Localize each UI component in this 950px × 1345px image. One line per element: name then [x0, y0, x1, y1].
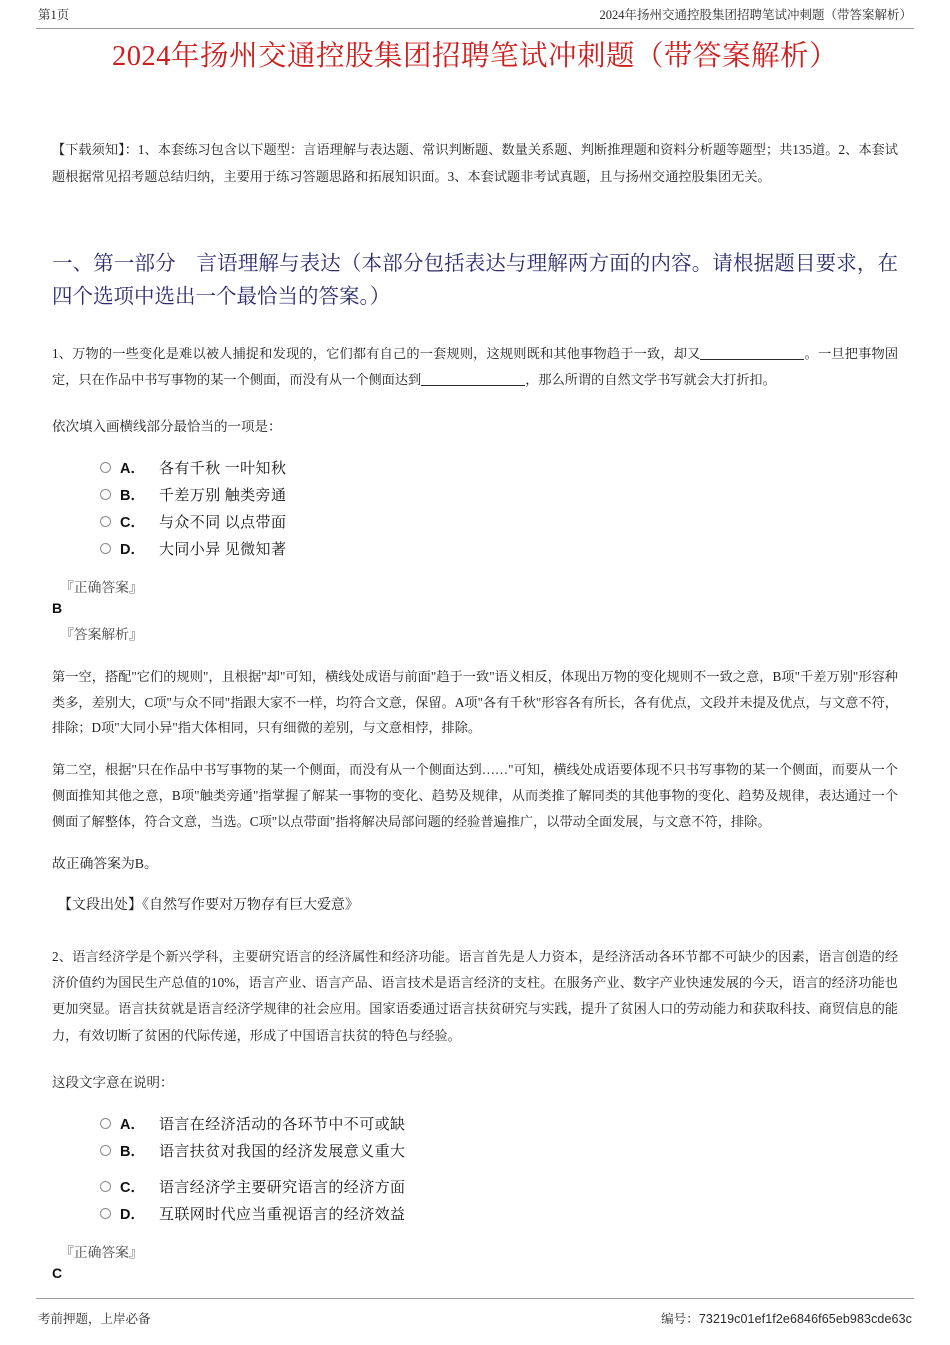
footer-id-value: 73219c01ef1f2e6846f65eb983cde63c	[698, 1312, 912, 1326]
radio-button-icon[interactable]	[100, 516, 111, 527]
radio-button-icon[interactable]	[100, 1181, 111, 1192]
question-1-option-a[interactable]	[100, 454, 898, 481]
option-label: 语言在经济活动的各环节中不可或缺	[159, 1116, 406, 1133]
radio-button-icon[interactable]	[100, 1118, 111, 1129]
question-1-option-b[interactable]	[100, 481, 898, 508]
question-1-conclusion: 故正确答案为B。	[52, 856, 158, 872]
footer-id-label: 编号：	[661, 1312, 699, 1326]
question-1-options	[52, 454, 898, 562]
option-label: 各有千秋 一叶知秋	[159, 460, 287, 477]
option-label: 互联网时代应当重视语言的经济效益	[159, 1206, 406, 1223]
option-letter: A．	[120, 1116, 145, 1133]
question-1-blank-1	[700, 359, 804, 360]
footer-slogan: 考前押题，上岸必备	[38, 1312, 151, 1326]
header-divider	[36, 28, 914, 29]
question-1-analysis-paragraph-1: 第一空，搭配"它们的规则"，且根据"却"可知，横线处成语与前面"趋于一致"语义相反，体现出万物的变化规则不一致之意，B项"千差万别"形容种类多，差别大，C项"与众不同"指跟大家不一样，均符合文意，保留。A项"各有千秋"形容各有所长，各有优点，文段并未提及优点，与文意不符，排除；D项"大同小异"指大体相同，只有细微的差别，与文意相悖，排除。	[52, 669, 898, 736]
question-1-number: 1、	[52, 345, 73, 361]
question-2-option-a[interactable]	[100, 1110, 898, 1137]
question-1-stem	[52, 341, 898, 394]
question-2-options	[52, 1110, 898, 1227]
download-notice: 【下载须知】：1、本套练习包含以下题型：言语理解与表达题、常识判断题、数量关系题、判断推理题和资料分析题等题型；共135道。2、本套试题根据常见招考题总结归纳，主要用于练习答题思路和拓展知识面。3、本套试题非考试真题，且与扬州交通控股集团无关。	[52, 142, 898, 185]
question-2-option-c[interactable]	[100, 1173, 898, 1200]
footer-divider	[36, 1298, 914, 1299]
option-letter: D．	[120, 541, 145, 558]
radio-button-icon[interactable]	[100, 489, 111, 500]
question-1-stem-text-b: 。一旦把事物固定，只在作品中书写事物的某一个侧面，而没有从一个侧面达到	[52, 345, 899, 387]
section-heading-part-one: 一、第一部分 言语理解与表达（本部分包括表达与理解两方面的内容。请根据题目要求，在四个选项中选出一个最恰当的答案。）	[52, 253, 898, 309]
question-1-stem-text-c: ，那么所谓的自然文学书写就会大打折扣。	[525, 371, 776, 387]
option-letter: D．	[120, 1206, 145, 1223]
footer-document-id	[661, 1309, 912, 1327]
question-1-answer-value: B	[52, 600, 63, 617]
question-2-answer-value: C	[52, 1265, 63, 1282]
header-document-title: 2024年扬州交通控股集团招聘笔试冲刺题（带答案解析）	[599, 8, 912, 22]
question-1-blank-2	[421, 385, 525, 386]
option-label: 与众不同 以点带面	[159, 514, 287, 531]
option-letter: A．	[120, 460, 145, 477]
option-letter: C．	[120, 1179, 145, 1196]
option-label: 大同小异 见微知著	[159, 541, 287, 558]
running-footer	[38, 1309, 912, 1327]
radio-button-icon[interactable]	[100, 1145, 111, 1156]
radio-button-icon[interactable]	[100, 1208, 111, 1219]
running-header	[38, 8, 912, 30]
document-body	[52, 136, 898, 1284]
question-1-answer-label: 『正确答案』	[60, 579, 143, 595]
question-1-source: 【文段出处】《自然写作要对万物存有巨大爱意》	[58, 897, 359, 913]
question-2-option-d[interactable]	[100, 1200, 898, 1227]
question-2-prompt: 这段文字意在说明：	[52, 1075, 174, 1091]
option-label: 语言扶贫对我国的经济发展意义重大	[159, 1143, 406, 1160]
option-letter: B．	[120, 1143, 145, 1160]
question-1-analysis-paragraph-2: 第二空，根据"只在作品中书写事物的某一个侧面，而没有从一个侧面达到……"可知，横线处成语要体现不只书写事物的某一个侧面，而要从一个侧面推知其他之意，B项"触类旁通"指掌握了解某一事物的变化、趋势及规律，从而类推了解同类的其他事物的变化、趋势及规律，表达通过一个侧面了解整体，符合文意，当选。C项"以点带面"指将解决局部问题的经验普遍推广，以带动全面发展，与文意不符，排除。	[52, 762, 898, 829]
question-1-analysis-label: 『答案解析』	[60, 627, 143, 643]
option-label: 语言经济学主要研究语言的经济方面	[159, 1179, 406, 1196]
question-2-number: 2、	[52, 948, 73, 964]
radio-button-icon[interactable]	[100, 543, 111, 554]
question-1-option-c[interactable]	[100, 508, 898, 535]
question-2-option-b[interactable]	[100, 1137, 898, 1164]
option-letter: B．	[120, 487, 145, 504]
question-1-option-d[interactable]	[100, 535, 898, 562]
page-title: 2024年扬州交通控股集团招聘笔试冲刺题（带答案解析）	[111, 41, 838, 72]
question-1-prompt: 依次填入画横线部分最恰当的一项是：	[52, 419, 282, 435]
question-1-stem-text-a: 万物的一些变化是难以被人捕捉和发现的，它们都有自己的一套规则，这规则既和其他事物趋于一致，却又	[72, 345, 701, 361]
radio-button-icon[interactable]	[100, 462, 111, 473]
question-2-answer-label: 『正确答案』	[60, 1244, 143, 1260]
page-number-label: 第1页	[38, 8, 70, 22]
question-2-stem	[52, 944, 898, 1050]
option-label: 千差万别 触类旁通	[159, 487, 287, 504]
option-letter: C．	[120, 514, 145, 531]
question-2-stem-text: 语言经济学是个新兴学科，主要研究语言的经济属性和经济功能。语言首先是人力资本，是经济活动各环节都不可缺少的因素，语言创造的经济价值约为国民生产总值的10%，语言产业、语言产品、语言技术是语言经济的支柱。在服务产业、数字产业快速发展的今天，语言的经济功能也更加突显。语言扶贫就是语言经济学规律的社会应用。国家语委通过语言扶贫研究与实践，提升了贫困人口的劳动能力和获取科技、商贸信息的能力，有效切断了贫困的代际传递，形成了中国语言扶贫的特色与经验。	[52, 948, 899, 1043]
